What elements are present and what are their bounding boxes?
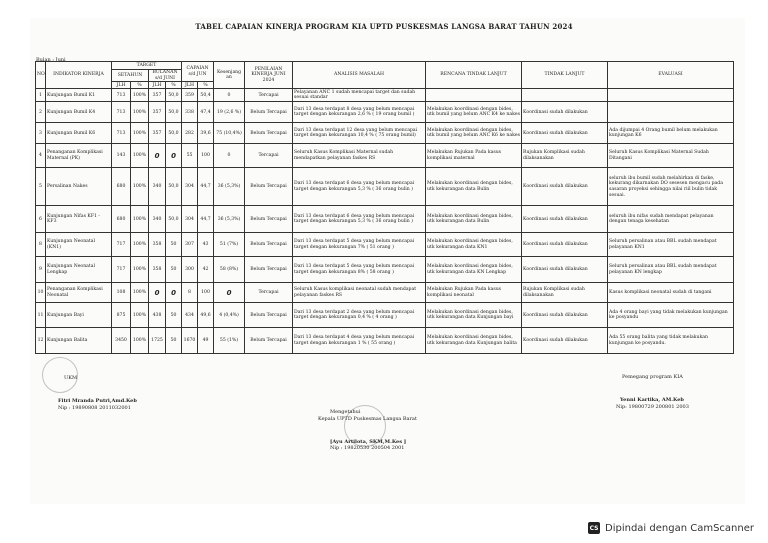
cell-evaluasi [608, 89, 734, 102]
cell-no: 3 [36, 123, 46, 144]
cell-kesenjangan: 19 (2,6 %) [214, 102, 245, 123]
cell-cap-jlh: 55 [182, 144, 198, 168]
cell-cap-jlh: 282 [182, 123, 198, 144]
cell-penilaian: Tercapai [245, 144, 293, 168]
cell-tindak: Koordinasi sudah dilakukan [522, 303, 608, 328]
cell-indikator: Kunjungan Neonatal Lengkap [46, 257, 112, 283]
cell-set-pct: 100% [131, 144, 149, 168]
header-bulanan: BULANAN s/d JUNI [149, 70, 182, 82]
cell-cap-pct: 44,7 [198, 206, 214, 233]
cell-bul-jlh: 357 [149, 123, 166, 144]
cell-rencana: Melakukan koordinasi dengan bides, utk kekurangan data Kunjungan balita [426, 328, 522, 354]
cell-analisis: Dari 13 desa terdapat 4 desa yang belum mencapai target dengan kekurangan 1 % ( 55 orang ) [293, 328, 426, 354]
cell-bul-jlh: 1725 [149, 328, 166, 354]
cell-bul-jlh: 0 [149, 283, 166, 303]
cell-cap-pct: 100 [198, 283, 214, 303]
right-name: Yenni Kartika, AM.Keb [620, 396, 684, 403]
header-pct: % [166, 82, 182, 89]
cell-bul-jlh: 340 [149, 206, 166, 233]
left-role: UKM [64, 375, 78, 381]
center-name: [Ayu Artilota, SKM,M.Kes ] [330, 438, 407, 445]
month-label: Bulan : Juni [36, 57, 66, 63]
cell-set-jlh: 680 [112, 168, 131, 206]
cell-cap-pct: 43 [198, 233, 214, 257]
cell-indikator: Kunjungan Nifas KF1 - KF3 [46, 206, 112, 233]
cell-kesenjangan: 0 [214, 283, 245, 303]
cell-indikator: Kunjungan Balita [46, 328, 112, 354]
cell-cap-pct: 42 [198, 257, 214, 283]
cell-kesenjangan: 51 (7%) [214, 233, 245, 257]
cell-rencana: Melakukan koordinasi dengan bides, utk kekurangan data Bulin [426, 168, 522, 206]
cell-set-jlh: 3450 [112, 328, 131, 354]
cell-indikator: Persalinan Nakes [46, 168, 112, 206]
table-row [36, 283, 734, 303]
document-title: TABEL CAPAIAN KINERJA PROGRAM KIA UPTD PUSKESMAS LANGSA BARAT TAHUN 2024 [195, 22, 573, 31]
table-row [36, 144, 734, 168]
table-row [36, 257, 734, 283]
cell-set-pct: 100% [131, 303, 149, 328]
cell-cap-pct: 47,4 [198, 102, 214, 123]
header-jlh: JLH [149, 82, 166, 89]
header-jlh: JLH [112, 82, 131, 89]
cell-set-jlh: 717 [112, 233, 131, 257]
cell-bul-jlh: 340 [149, 168, 166, 206]
center-role-2: Kepala UPTD Puskesmas Langsa Barat [318, 415, 417, 422]
left-name: Fitri Mranda Putri,Amd.Keb [58, 397, 137, 404]
cell-penilaian: Tercapai [245, 89, 293, 102]
cell-rencana: Melakukan Rujukan Pada kasus komplikasi maternal [426, 144, 522, 168]
center-signature-block [318, 409, 417, 452]
cell-bul-jlh: 357 [149, 89, 166, 102]
cell-no: 9 [36, 257, 46, 283]
cell-evaluasi: Seluruh persalinan atau BBL sudah mendapat pelayanan KN1 [608, 233, 734, 257]
cell-bul-pct: 50 [166, 328, 182, 354]
cell-bul-pct: 50 [166, 303, 182, 328]
right-signature-block [616, 374, 689, 410]
cell-bul-pct: 50,0 [166, 102, 182, 123]
cell-tindak: Rujukan Komplikasi sudah dilaksanakan [522, 144, 608, 168]
header-kesenjangan: Kesenjang an [214, 62, 245, 89]
cell-kesenjangan: 0 [214, 144, 245, 168]
cell-evaluasi: seluruh ibu nifas sudah mendapat pelayanan dengan tenaga kesehatan [608, 206, 734, 233]
cell-analisis: Seluruh Kasus komplikasi neonatal sudah mendapat pelayanan faskes RS [293, 283, 426, 303]
cell-bul-pct: 50 [166, 233, 182, 257]
cell-evaluasi: Seluruh Kasus Komplikasi Maternal Sudah Ditangani [608, 144, 734, 168]
cell-cap-pct: 50,4 [198, 89, 214, 102]
cell-set-jlh: 143 [112, 144, 131, 168]
cell-rencana: Melakukan koordinasi dengan bides, utk kekurangan data KN1 [426, 233, 522, 257]
cell-tindak [522, 89, 608, 102]
table-row [36, 233, 734, 257]
cell-set-jlh: 717 [112, 257, 131, 283]
cell-cap-jlh: 307 [182, 233, 198, 257]
cell-indikator: Penanganan Komplikasi Maternal (PK) [46, 144, 112, 168]
cell-rencana [426, 89, 522, 102]
cell-set-jlh: 713 [112, 102, 131, 123]
camscanner-watermark [588, 522, 754, 534]
cell-indikator: Penanganan Komplikasi Neonatal [46, 283, 112, 303]
cell-penilaian: Belum Tercapai [245, 102, 293, 123]
cell-evaluasi: Ada 4 orang bayi yang tidak melakukan kunjungan ke posyandu [608, 303, 734, 328]
cell-bul-jlh: 438 [149, 303, 166, 328]
cell-set-pct: 100% [131, 102, 149, 123]
cell-cap-jlh: 304 [182, 206, 198, 233]
cell-bul-jlh: 357 [149, 102, 166, 123]
cell-no: 5 [36, 168, 46, 206]
cell-analisis: Dari 13 desa terdapat 2 desa yang belum mencapai target dengan kekurangan 0,4 % ( 4 orang ) [293, 303, 426, 328]
cell-tindak: Koordinasi sudah dilakukan [522, 168, 608, 206]
cell-analisis: Dari 13 desa terdapat 6 desa yang belum mencapai target dengan kekurangan 5,3 % ( 36 orang bulin ) [293, 168, 426, 206]
cell-tindak: Koordinasi sudah dilakukan [522, 233, 608, 257]
cell-set-jlh: 680 [112, 206, 131, 233]
cell-evaluasi: Ada 55 orang balita yang tidak melakukan kunjungan ke posyandu. [608, 328, 734, 354]
cell-no: 2 [36, 102, 46, 123]
cell-analisis: Dari 13 desa terdapat 6 desa yang belum mencapai target dengan kekurangan 5,3 % ( 36 orang bulin ) [293, 206, 426, 233]
header-indikator: INDIKATOR KINERJA [46, 62, 112, 89]
header-no: NO [36, 62, 46, 89]
cell-kesenjangan: 0 [214, 89, 245, 102]
cell-set-pct: 100% [131, 206, 149, 233]
cell-set-pct: 100% [131, 89, 149, 102]
cell-evaluasi: Seluruh persalinan atau BBL sudah mendapat pelayanan KN lengkap [608, 257, 734, 283]
cell-no: 11 [36, 303, 46, 328]
cell-tindak: Koordinasi sudah dilakukan [522, 102, 608, 123]
cell-tindak: Koordinasi sudah dilakukan [522, 257, 608, 283]
cell-kesenjangan: 55 (1%) [214, 328, 245, 354]
cell-set-pct: 100% [131, 283, 149, 303]
cell-cap-jlh: 338 [182, 102, 198, 123]
left-nip: Nip : 19890808 2011032001 [58, 404, 131, 411]
cell-indikator: Kunjungan Bayi [46, 303, 112, 328]
cell-penilaian: Belum Tercapai [245, 206, 293, 233]
cell-analisis: Dari 13 desa terdapat 5 desa yang belum mencapai target dengan kekurangan 7% ( 51 orang ) [293, 233, 426, 257]
cell-tindak: Koordinasi sudah dilakukan [522, 206, 608, 233]
cell-rencana: Melakukan koordinasi dengan bides, utk kekurangan data KN Lengkap [426, 257, 522, 283]
table-row [36, 206, 734, 233]
cell-set-pct: 100% [131, 257, 149, 283]
center-role-1: Mengetahui [330, 409, 361, 415]
header-setahun: SETAHUN [112, 70, 149, 82]
cell-indikator: Kunjungan Bumil K6 [46, 123, 112, 144]
table-row [36, 102, 734, 123]
cell-evaluasi: Kasus komplikasi neonatal sudah di tangani [608, 283, 734, 303]
cell-set-pct: 100% [131, 328, 149, 354]
cell-bul-jlh: 0 [149, 144, 166, 168]
cell-rencana: Melakukan koordinasi dengan bides, utk bumil yang belum ANC K6 ke nakes [426, 123, 522, 144]
cell-set-jlh: 875 [112, 303, 131, 328]
table-row [36, 303, 734, 328]
cell-cap-jlh: 8 [182, 283, 198, 303]
table-row [36, 168, 734, 206]
header-pct: % [198, 82, 214, 89]
cell-analisis: Dari 13 desa terdapat 5 desa yang belum mencapai target dengan kekurangan 8% ( 58 orang ) [293, 257, 426, 283]
cell-bul-pct: 50,0 [166, 168, 182, 206]
cell-analisis: Seluruh Kasus Komplikasi Maternal sudah mendapatkan pelayanan faskes RS [293, 144, 426, 168]
cell-bul-pct: 50 [166, 257, 182, 283]
header-tindak: TINDAK LANJUT [522, 62, 608, 89]
header-capaian: CAPAIAN s/d JUN [182, 62, 214, 82]
cell-rencana: Melakukan koordinasi dengan bides, utk kekurangan data Bulin [426, 206, 522, 233]
cell-set-jlh: 108 [112, 283, 131, 303]
cell-bul-pct: 50,0 [166, 123, 182, 144]
cell-rencana: Melakukan koordinasi dengan bides, utk kekurangan data Kunjungan bayi [426, 303, 522, 328]
cell-bul-pct: 50,0 [166, 206, 182, 233]
table-row [36, 328, 734, 354]
cell-set-pct: 100% [131, 233, 149, 257]
header-jlh: JLH [182, 82, 198, 89]
cell-indikator: Kunjungan Bumil K4 [46, 102, 112, 123]
cell-penilaian: Belum Tercapai [245, 303, 293, 328]
center-nip: Nip : 19820530 200504 2001 [330, 445, 405, 452]
cell-set-jlh: 713 [112, 123, 131, 144]
cell-cap-pct: 49,6 [198, 303, 214, 328]
cell-penilaian: Tercapai [245, 283, 293, 303]
header-pct: % [131, 82, 149, 89]
header-analisis: ANALISIS MASALAH [293, 62, 426, 89]
cell-tindak: Rujukan Komplikasi sudah dilaksanakan [522, 283, 608, 303]
cell-analisis: Dari 13 desa terdapat 8 desa yang belum mencapai target dengan kekurangan 2,6 % ( 19 orang bumil ) [293, 102, 426, 123]
camscanner-logo-icon: CS [588, 522, 600, 534]
cell-tindak: Koordinasi sudah dilakukan [522, 328, 608, 354]
performance-table [35, 61, 734, 354]
cell-evaluasi: seluruh ibu bumil sudah melahirkan di faske, kekurang dikarnakan DO sesesen mengacu pada sasaran proyeksi sehingga nilai riil bulin tidak sesuai. [608, 168, 734, 206]
left-signature-block [58, 375, 137, 411]
right-role: Pemegang program KIA [622, 374, 683, 380]
cell-analisis: Dari 13 desa terdapat 12 desa yang belum mencapai target dengan kekurangan 10,4 % ( 75 orang bumil) [293, 123, 426, 144]
cell-no: 4 [36, 144, 46, 168]
cell-bul-pct: 50,0 [166, 89, 182, 102]
cell-rencana: Melakukan Rujukan Pada kasus komplikasi neonatal [426, 283, 522, 303]
cell-indikator: Kunjungan Neonatal (KN1) [46, 233, 112, 257]
header-rencana: RENCANA TINDAK LANJUT [426, 62, 522, 89]
right-nip: Nip: 19800729 200801 2003 [616, 403, 689, 410]
header-penilaian: PENILAIAN KINERJA JUNI 2024 [245, 62, 293, 89]
camscanner-text: Dipindai dengan CamScanner [605, 522, 754, 534]
cell-set-jlh: 713 [112, 89, 131, 102]
cell-cap-jlh: 304 [182, 168, 198, 206]
cell-cap-pct: 49 [198, 328, 214, 354]
table-body [36, 89, 734, 354]
cell-penilaian: Belum Tercapai [245, 233, 293, 257]
cell-indikator: Kunjungan Bumil K1 [46, 89, 112, 102]
cell-kesenjangan: 36 (5,3%) [214, 168, 245, 206]
cell-cap-pct: 39,6 [198, 123, 214, 144]
cell-rencana: Melakukan koordinasi dengan bides, utk bumil yang belum ANC K4 ke nakes [426, 102, 522, 123]
cell-penilaian: Belum Tercapai [245, 328, 293, 354]
table-row [36, 89, 734, 102]
cell-cap-jlh: 359 [182, 89, 198, 102]
cell-bul-pct: 0 [166, 283, 182, 303]
cell-kesenjangan: 58 (8%) [214, 257, 245, 283]
cell-bul-jlh: 358 [149, 233, 166, 257]
cell-kesenjangan: 4 (0,4%) [214, 303, 245, 328]
cell-set-pct: 100% [131, 123, 149, 144]
cell-kesenjangan: 36 (5,3%) [214, 206, 245, 233]
cell-penilaian: Belum Tercapai [245, 168, 293, 206]
cell-penilaian: Belum Tercapai [245, 123, 293, 144]
cell-evaluasi: Ada dijumpai 4 Orang bumil belum melakukan kunjungan K6 [608, 123, 734, 144]
cell-bul-jlh: 358 [149, 257, 166, 283]
cell-cap-jlh: 300 [182, 257, 198, 283]
header-evaluasi: EVALUASI [608, 62, 734, 89]
cell-no: 6 [36, 206, 46, 233]
cell-penilaian: Belum Tercapai [245, 257, 293, 283]
cell-tindak: Koordinasi sudah dilakukan [522, 123, 608, 144]
cell-no: 8 [36, 233, 46, 257]
cell-cap-pct: 44,7 [198, 168, 214, 206]
cell-kesenjangan: 75 (10,4%) [214, 123, 245, 144]
cell-cap-jlh: 1670 [182, 328, 198, 354]
cell-analisis: Pelayanan ANC 1 sudah mencapai target dan sudah sesuai standar [293, 89, 426, 102]
cell-cap-jlh: 434 [182, 303, 198, 328]
cell-set-pct: 100% [131, 168, 149, 206]
table-row [36, 123, 734, 144]
cell-no: 1 [36, 89, 46, 102]
cell-cap-pct: 100 [198, 144, 214, 168]
cell-no: 12 [36, 328, 46, 354]
cell-bul-pct: 0 [166, 144, 182, 168]
cell-no: 10 [36, 283, 46, 303]
header-target: TARGET [112, 62, 182, 70]
cell-evaluasi [608, 102, 734, 123]
